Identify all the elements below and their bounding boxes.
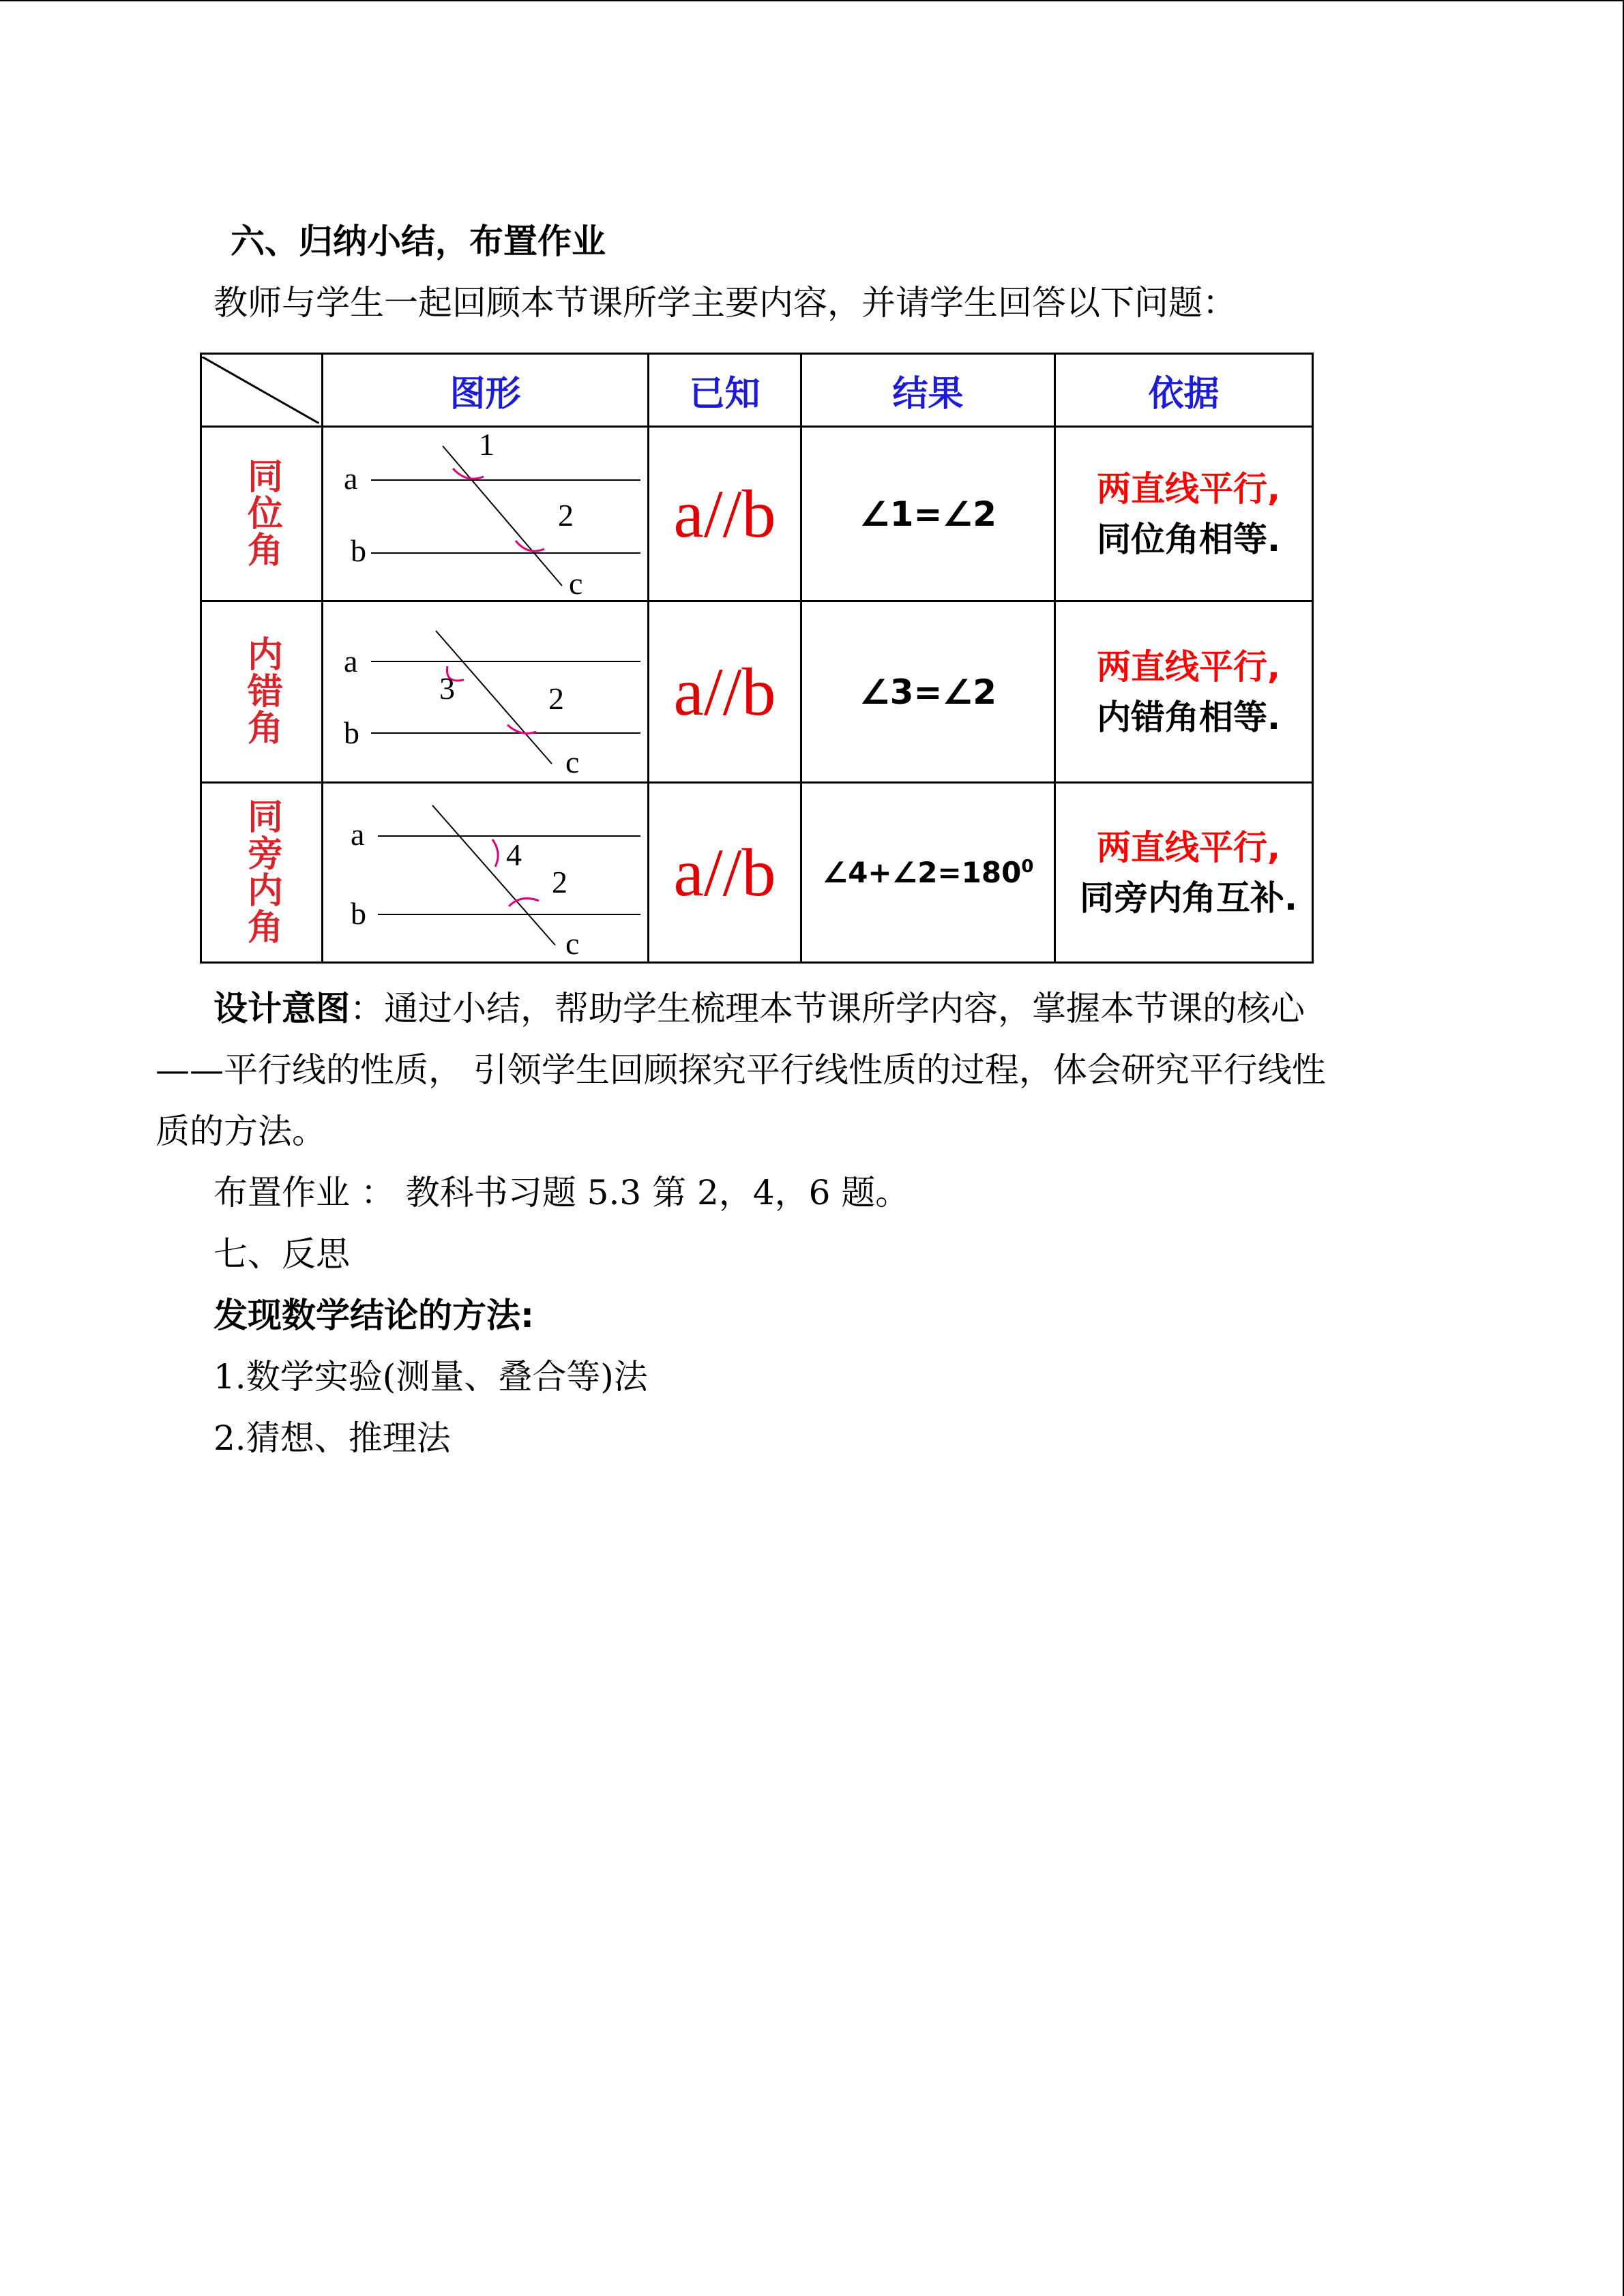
homework-line: 布置作业 ： 教科书习题 5.3 第 2，4，6 题。 <box>213 1173 910 1212</box>
label-angle-top: 3 <box>439 670 455 706</box>
label-line-a: a <box>344 643 358 679</box>
table-row <box>201 601 1313 783</box>
reason-line-1: 两直线平行, <box>1097 827 1280 867</box>
reason-cell <box>1055 783 1313 963</box>
section-6-intro: 教师与学生一起回顾本节课所学主要内容，并请学生回答以下问题： <box>213 283 1237 323</box>
angle-arc-bottom <box>509 898 539 906</box>
reason-line-1: 两直线平行, <box>1097 646 1280 687</box>
method-item-1: 1.数学实验(测量、叠合等)法 <box>213 1357 648 1397</box>
design-intent-label: 设计意图 <box>213 989 350 1028</box>
reason-line-2: 同旁内角互补. <box>1080 878 1297 918</box>
angle-arc-top <box>492 839 498 867</box>
label-line-b: b <box>351 533 366 568</box>
result-cell: ∠1=∠2 <box>859 494 997 534</box>
known-cell: a//b <box>673 475 776 552</box>
reason-line-2: 同位角相等. <box>1097 519 1280 559</box>
angle-arc-top <box>453 468 484 479</box>
design-intent-colon: ： <box>350 989 384 1028</box>
reason-cell <box>1055 427 1313 601</box>
design-intent-text-1: 通过小结，帮助学生梳理本节课所学内容，掌握本节课的核心 <box>384 989 1305 1028</box>
known-cell: a//b <box>673 653 776 730</box>
label-line-a: a <box>344 460 358 496</box>
row-type-label: 内错角 <box>241 635 282 746</box>
summary-table <box>200 353 1314 964</box>
header-reason: 依据 <box>1148 373 1220 415</box>
label-line-b: b <box>344 715 359 750</box>
table-row <box>201 427 1313 601</box>
label-angle-top: 4 <box>506 837 522 872</box>
angle-arc-bottom <box>516 541 544 551</box>
label-line-a: a <box>351 816 365 852</box>
header-figure: 图形 <box>449 373 521 415</box>
page-border-top <box>0 0 1624 1</box>
design-intent-line-1 <box>213 987 1305 1030</box>
reason-cell <box>1055 601 1313 783</box>
section-7-title: 七、反思 <box>213 1234 350 1274</box>
degree-superscript: 0 <box>1021 856 1034 877</box>
same-side-angles-figure <box>323 785 644 961</box>
alternate-angles-figure <box>323 603 644 781</box>
row-type-label: 同旁内角 <box>241 797 282 945</box>
header-known: 已知 <box>689 373 761 415</box>
reason-line-1: 两直线平行, <box>1097 468 1280 509</box>
row-type-label: 同位角 <box>241 457 282 568</box>
design-intent-line-3: 质的方法。 <box>156 1112 326 1151</box>
diagonal-corner-cell <box>201 354 323 427</box>
result-cell: ∠3=∠2 <box>859 672 997 712</box>
section-7-subtitle: 发现数学结论的方法: <box>213 1296 534 1335</box>
label-line-b: b <box>351 895 366 931</box>
known-cell: a//b <box>673 834 776 910</box>
table-row <box>201 783 1313 963</box>
result-text: ∠4+∠2=180 <box>822 856 1022 889</box>
label-angle-bottom: 2 <box>558 497 574 533</box>
label-transversal-c: c <box>565 925 580 961</box>
method-item-2: 2.猜想、推理法 <box>213 1418 451 1458</box>
result-cell <box>823 856 1034 889</box>
header-result: 结果 <box>892 373 964 415</box>
diagonal-slash <box>202 357 319 423</box>
label-transversal-c: c <box>569 565 583 599</box>
label-angle-bottom: 2 <box>548 681 564 716</box>
label-angle-top: 1 <box>479 428 494 462</box>
table-header-row <box>201 354 1313 427</box>
corresponding-angles-figure <box>323 429 644 599</box>
label-angle-bottom: 2 <box>552 864 567 899</box>
label-transversal-c: c <box>565 744 580 779</box>
reason-line-2: 内错角相等. <box>1097 697 1280 737</box>
section-6-title: 六、归纳小结，布置作业 <box>231 222 606 261</box>
design-intent-line-2: ——平行线的性质， 引领学生回顾探究平行线性质的过程，体会研究平行线性 <box>156 1050 1326 1090</box>
